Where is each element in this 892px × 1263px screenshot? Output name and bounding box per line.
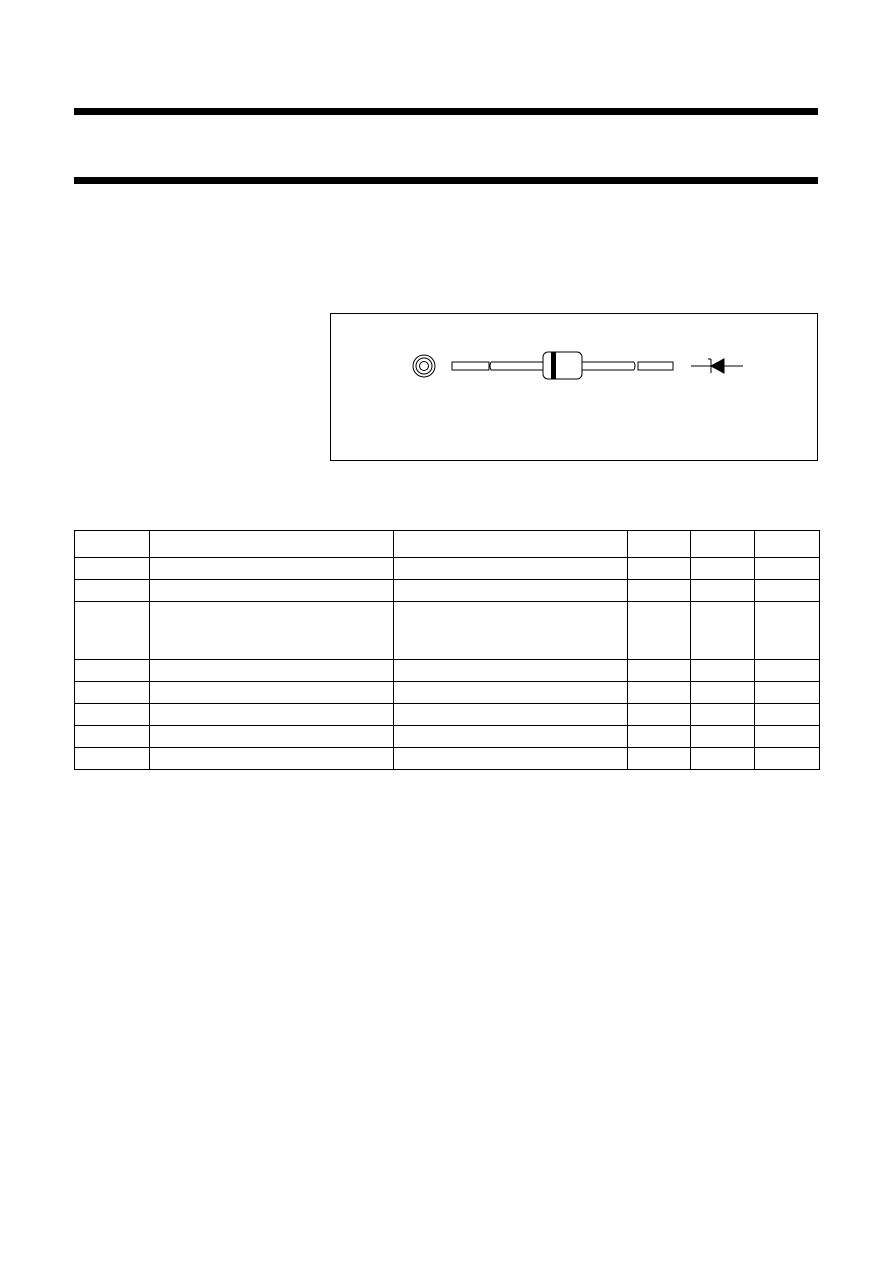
table-cell xyxy=(394,531,628,558)
table-row xyxy=(75,682,820,704)
table-cell xyxy=(150,558,394,580)
diode-symbol-icon xyxy=(691,359,743,373)
table-cell xyxy=(691,558,755,580)
table-cell xyxy=(394,660,628,682)
header-rule-top xyxy=(74,108,818,115)
limiting-values-table xyxy=(74,530,820,770)
table-cell xyxy=(394,602,628,660)
table-cell xyxy=(628,531,691,558)
table-cell xyxy=(150,704,394,726)
table-cell xyxy=(394,682,628,704)
table-cell xyxy=(755,704,820,726)
table-cell xyxy=(75,660,150,682)
table-cell xyxy=(628,726,691,748)
table-cell xyxy=(691,602,755,660)
table-cell xyxy=(691,531,755,558)
table-row xyxy=(75,704,820,726)
table-cell xyxy=(628,660,691,682)
table-cell xyxy=(150,682,394,704)
table-cell xyxy=(394,748,628,770)
table-cell xyxy=(755,682,820,704)
table-cell xyxy=(755,531,820,558)
header-rule-bottom xyxy=(74,177,818,184)
table-row xyxy=(75,558,820,580)
table-cell xyxy=(75,748,150,770)
table-cell xyxy=(628,602,691,660)
table-cell xyxy=(691,704,755,726)
table-cell xyxy=(75,580,150,602)
end-view-ring-icon xyxy=(413,355,435,377)
table-row xyxy=(75,580,820,602)
table-cell xyxy=(628,748,691,770)
table-cell xyxy=(150,580,394,602)
table-row xyxy=(75,602,820,660)
table-cell xyxy=(75,726,150,748)
table-cell xyxy=(75,558,150,580)
table-cell xyxy=(691,748,755,770)
table-cell xyxy=(691,660,755,682)
table-cell xyxy=(394,580,628,602)
table-cell xyxy=(75,704,150,726)
table-cell xyxy=(75,531,150,558)
table-cell xyxy=(755,558,820,580)
table-cell xyxy=(691,682,755,704)
table-row xyxy=(75,748,820,770)
table-cell xyxy=(755,660,820,682)
table-cell xyxy=(691,580,755,602)
table-cell xyxy=(150,660,394,682)
table-cell xyxy=(691,726,755,748)
table-cell xyxy=(394,558,628,580)
table-cell xyxy=(628,704,691,726)
table-cell xyxy=(150,602,394,660)
table-cell xyxy=(755,602,820,660)
package-outline-figure xyxy=(330,313,818,461)
table-cell xyxy=(394,726,628,748)
table-row xyxy=(75,726,820,748)
table-cell xyxy=(755,580,820,602)
table-cell xyxy=(628,558,691,580)
table-header-row xyxy=(75,531,820,558)
table-cell xyxy=(755,726,820,748)
table-cell xyxy=(75,682,150,704)
glass-diode-body-icon xyxy=(452,352,673,379)
table-cell xyxy=(150,531,394,558)
table-cell xyxy=(755,748,820,770)
table-cell xyxy=(394,704,628,726)
table-cell xyxy=(150,748,394,770)
cathode-band xyxy=(551,352,556,379)
table-cell xyxy=(628,580,691,602)
table-cell xyxy=(75,602,150,660)
table-cell xyxy=(150,726,394,748)
table-row xyxy=(75,660,820,682)
table-cell xyxy=(628,682,691,704)
